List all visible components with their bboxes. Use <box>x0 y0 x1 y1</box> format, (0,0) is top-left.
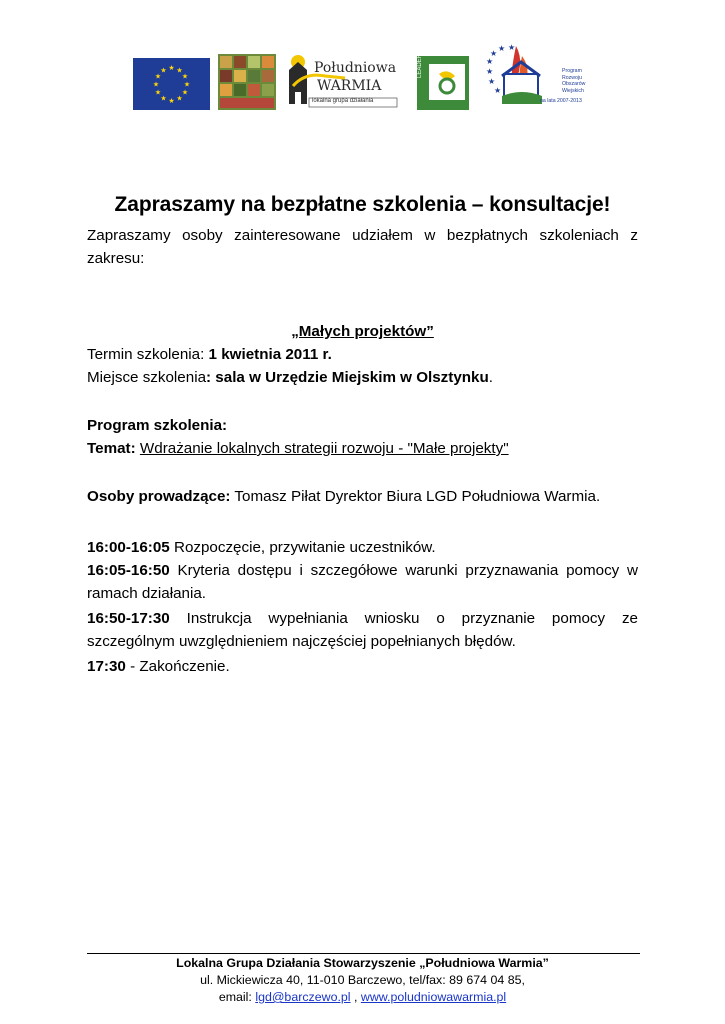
email-label: email: <box>218 990 256 1004</box>
schedule-text: Kryteria dostępu i szczegółowe warunki przyznawania pomocy w ramach działania. <box>87 562 638 602</box>
prow-logo <box>482 44 595 112</box>
leader-logo <box>417 53 469 110</box>
footer-separator: , <box>350 990 361 1004</box>
website-link[interactable]: www.poludniowawarmia.pl <box>360 990 507 1004</box>
svg-text:★: ★ <box>160 66 167 75</box>
svg-text:★: ★ <box>181 72 189 81</box>
email-link[interactable]: lgd@barczewo.pl <box>255 990 351 1004</box>
training-place <box>87 366 638 389</box>
svg-text:★: ★ <box>154 72 162 81</box>
topic-label: Temat: <box>87 440 136 457</box>
lgd-logo-sub: lokalna grupa działania <box>312 98 374 104</box>
footer-divider <box>87 953 640 954</box>
place-value: : sala w Urzędzie Miejskim w Olsztynku <box>206 369 489 386</box>
page-title: Zapraszamy na bezpłatne szkolenia – konsultacje! <box>114 193 611 216</box>
training-subject <box>87 320 638 343</box>
svg-text:★: ★ <box>488 77 496 86</box>
schedule-time: 17:30 <box>87 658 126 675</box>
place-label: Miejsce szkolenia <box>87 369 207 386</box>
schedule-item <box>87 559 638 605</box>
schedule-item <box>87 536 638 559</box>
svg-text:★: ★ <box>181 88 189 97</box>
svg-text:★: ★ <box>508 44 516 52</box>
svg-text:★: ★ <box>160 94 167 103</box>
svg-text:★: ★ <box>486 67 494 76</box>
logo-strip <box>133 44 595 114</box>
svg-text:★: ★ <box>152 80 160 89</box>
svg-text:★: ★ <box>183 80 191 89</box>
schedule-text: - Zakończenie. <box>125 658 230 675</box>
training-term <box>87 343 638 366</box>
schedule-time: 16:05-16:50 <box>87 562 170 579</box>
prow-line-1: Program <box>562 68 582 74</box>
trainers <box>87 485 638 508</box>
svg-text:★: ★ <box>176 66 183 75</box>
svg-text:★: ★ <box>494 86 502 95</box>
footer-contacts <box>0 989 725 1006</box>
schedule-text: Instrukcja wypełniania wniosku o przyznanie pomocy ze szczególnym uwzględnieniem najczęściej popełnianych błędów. <box>87 610 638 650</box>
svg-text:★: ★ <box>168 97 175 105</box>
intro-paragraph: Zapraszamy osoby zainteresowane udziałem w bezpłatnych szkoleniach z zakresu: <box>87 227 638 267</box>
prow-years: na lata 2007-2013 <box>540 98 582 104</box>
topic-value: Wdrażanie lokalnych strategii rozwoju - "Małe projekty" <box>139 440 509 457</box>
svg-text:★: ★ <box>486 57 494 66</box>
term-value: 1 kwietnia 2011 r. <box>208 346 332 363</box>
lgd-logo-name-2: WARMIA <box>317 78 382 94</box>
svg-text:★: ★ <box>490 49 498 58</box>
place-end: . <box>488 369 494 386</box>
schedule-item <box>87 655 638 678</box>
svg-text:★: ★ <box>154 88 162 97</box>
leader-mosaic-logo <box>218 54 276 110</box>
svg-text:★: ★ <box>168 64 175 72</box>
schedule-text: Rozpoczęcie, przywitanie uczestników. <box>169 539 436 556</box>
schedule-item <box>87 607 638 653</box>
program-heading: Program szkolenia: <box>87 417 228 434</box>
schedule-time: 16:00-16:05 <box>87 539 170 556</box>
footer-org: Lokalna Grupa Działania Stowarzyszenie „Południowa Warmia” <box>176 956 549 970</box>
lgd-poludniowa-warmia-logo <box>285 52 403 110</box>
trainers-value: Tomasz Piłat Dyrektor Biura LGD Południowa Warmia. <box>230 488 601 505</box>
svg-text:★: ★ <box>498 44 506 53</box>
prow-line-2: Rozwoju <box>562 74 582 81</box>
svg-text:★: ★ <box>176 94 183 103</box>
training-subject-text: „Małych projektów” <box>291 323 434 340</box>
lgd-logo-name-1: Południowa <box>314 60 397 76</box>
trainers-label: Osoby prowadzące: <box>87 488 231 505</box>
leader-logo-text: LEADER <box>417 53 423 78</box>
schedule-time: 16:50-17:30 <box>87 610 170 627</box>
program-topic <box>87 437 638 460</box>
eu-flag-logo <box>133 58 210 110</box>
prow-line-4: Wiejskich <box>562 87 584 94</box>
footer-address: ul. Mickiewicza 40, 11-010 Barczewo, tel/fax: 89 674 04 85, <box>200 973 525 987</box>
term-label: Termin szkolenia: <box>87 346 209 363</box>
prow-line-3: Obszarów <box>562 81 586 88</box>
